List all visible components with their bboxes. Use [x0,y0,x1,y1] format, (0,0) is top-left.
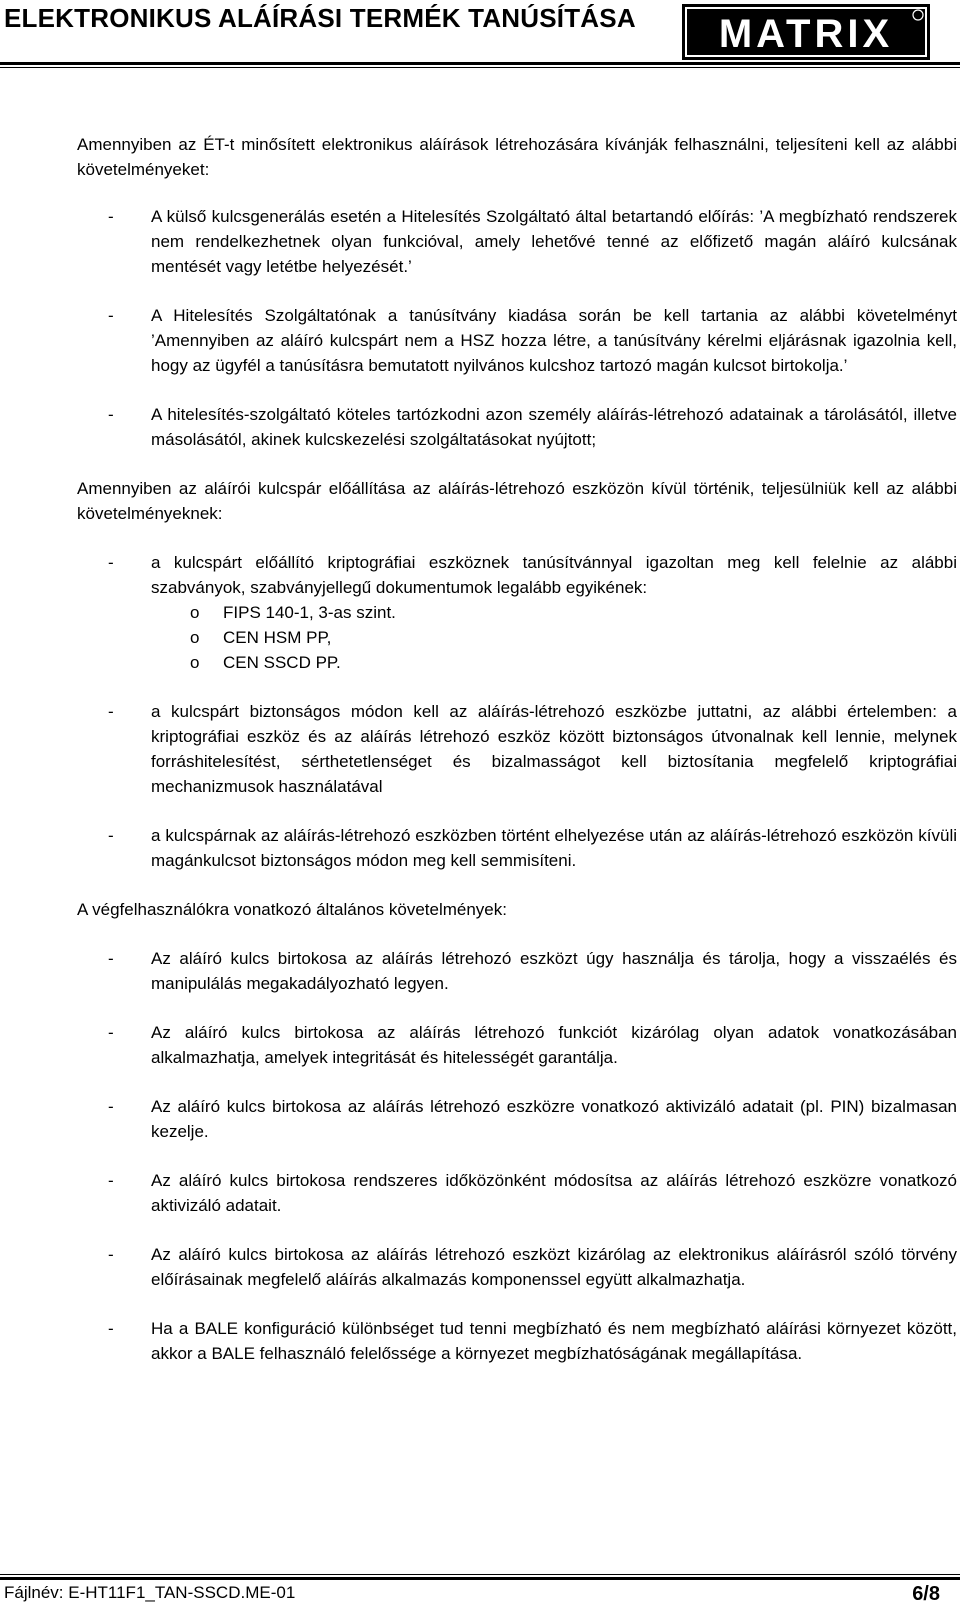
page-number: 6/8 [912,1583,940,1605]
matrix-logo [682,4,930,60]
list-item: - Ha a BALE konfiguráció különbséget tud tenni megbízható és nem megbízható aláírási környezet között, akkor a BALE felhasználó felelőssége a környezet megbízhatóságának megállapítása. [108,1319,957,1363]
intro-paragraph-2: Amennyiben az aláírói kulcspár előállítása az aláírás-létrehozó eszközön kívül történik, teljesülniük kell az alábbi követelményeknek: [77,479,957,523]
list-item: - A Hitelesítés Szolgáltatónak a tanúsítvány kiadása során be kell tartania az alábbi követelményt ’Amennyiben az aláíró kulcspárt nem a HSZ hozza létre, a tanúsítvány kérelmi eljárásnak igazolnia kell, hogy az ügyfél a tanúsításra bemutatott nyilvános kulcshoz tartozó magán kulcsot birtokolja.’ [108,306,957,375]
sub-list-item: o FIPS 140-1, 3-as szint. [190,603,396,622]
footer-rule-thin [0,1574,960,1575]
list-item: - Az aláíró kulcs birtokosa az aláírás létrehozó funkciót kizárólag olyan adatok vonatkozásában alkalmazhatja, amelyek integritását és hitelességét garantálja. [108,1023,957,1067]
list-item: - Az aláíró kulcs birtokosa rendszeres időközönként módosítsa az aláírás létrehozó eszközre vonatkozó aktivizáló adatait. [108,1171,957,1215]
sub-list-item: o CEN SSCD PP. [190,653,341,672]
footer-rule [0,1577,960,1580]
footer-filename: Fájlnév: E-HT11F1_TAN-SSCD.ME-01 [4,1583,296,1602]
header-rule [0,62,960,65]
intro-paragraph-1: Amennyiben az ÉT-t minősített elektronikus aláírások létrehozására kívánják felhasználni, teljesíteni kell az alábbi követelményeket: [77,135,957,179]
list-item: - A hitelesítés-szolgáltató köteles tartózkodni azon személy aláírás-létrehozó adatainak a tárolásától, illetve másolásától, akinek kulcskezelési szolgáltatásokat nyújtott; [108,405,957,449]
list-item: - a kulcspárt biztonságos módon kell az aláírás-létrehozó eszközbe juttatni, az alábbi értelemben: a kriptográfiai eszköz és az aláírás létrehozó eszköz között biztonságos útvonalnak kell lennie, melynek forráshitelesítést, sérthetetlenséget és bizalmasságot kell biztosítania megfelelő kriptográfiai mechanizmusok használatával [108,702,957,796]
header-rule-thin [0,67,960,68]
page-header [0,0,960,66]
list-item: - Az aláíró kulcs birtokosa az aláírás létrehozó eszközt úgy használja és tárolja, hogy a visszaélés és manipulálás megakadályozható legyen. [108,949,957,993]
list-item: - a kulcspárnak az aláírás-létrehozó eszközben történt elhelyezése után az aláírás-létrehozó eszközön kívüli magánkulcsot biztonságos módon meg kell semmisíteni. [108,826,957,870]
list-item: - A külső kulcsgenerálás esetén a Hitelesítés Szolgáltató által betartandó előírás: ’A megbízható rendszerek nem rendelkezhetnek olyan funkcióval, amely lehetővé tenné az előfizető magán aláíró kulcsának mentését vagy letétbe helyezését.’ [108,207,957,276]
intro-paragraph-3: A végfelhasználókra vonatkozó általános követelmények: [77,900,507,919]
document-title: ELEKTRONIKUS ALÁÍRÁSI TERMÉK TANÚSÍTÁSA [4,3,636,33]
list-item: - Az aláíró kulcs birtokosa az aláírás létrehozó eszközre vonatkozó aktivizáló adatait (pl. PIN) bizalmasan kezelje. [108,1097,957,1141]
document-body [77,132,957,1366]
list-item: - Az aláíró kulcs birtokosa az aláírás létrehozó eszközt kizárólag az elektronikus aláírásról szóló törvény előírásainak megfelelő aláírás alkalmazás komponenssel együtt alkalmazhatja. [108,1245,957,1289]
sub-list-item: o CEN HSM PP, [190,628,332,647]
logo-text: MATRIX [718,12,894,56]
list-item: - a kulcspárt előállító kriptográfiai eszköznek tanúsítvánnyal igazoltan meg kell felelnie az alábbi szabványok, szabványjellegű dokumentumok legalább egyikének: [108,553,957,597]
